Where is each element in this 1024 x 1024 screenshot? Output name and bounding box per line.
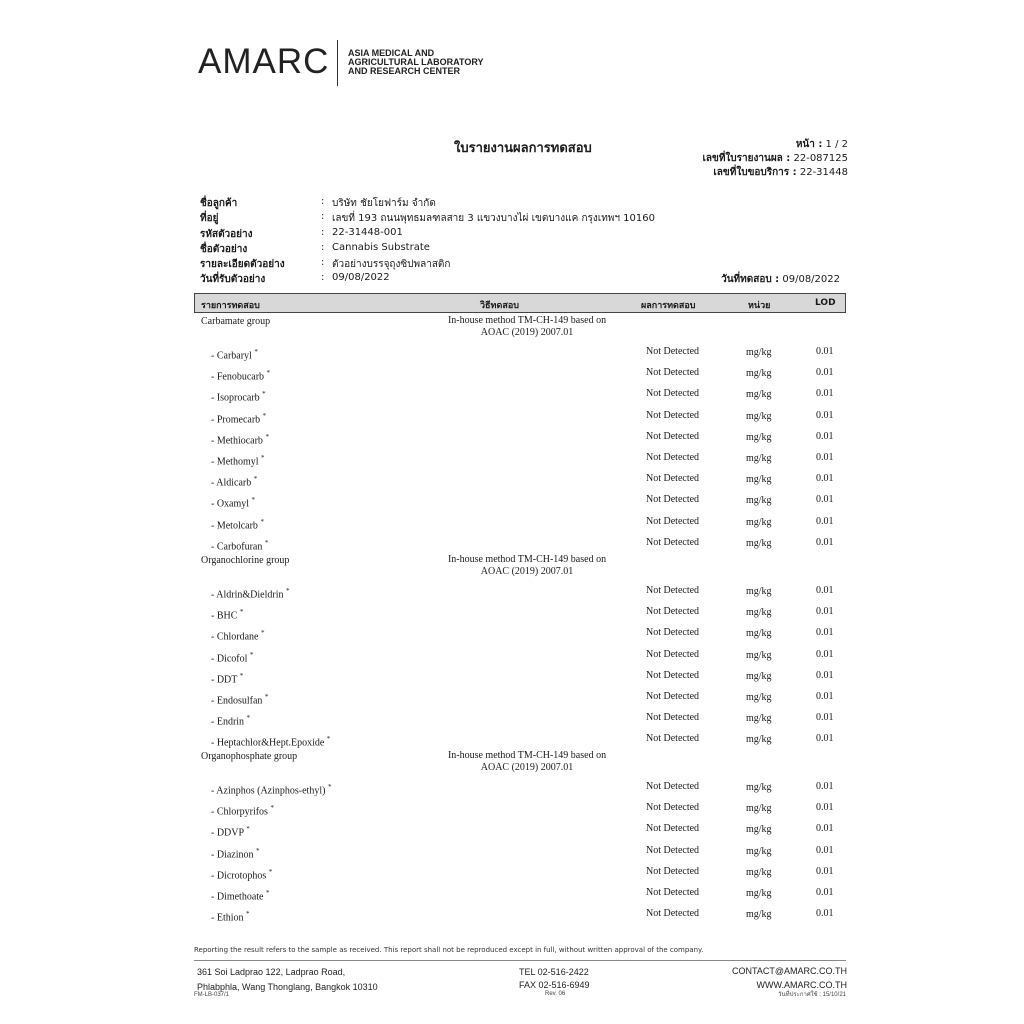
test-unit: mg/kg bbox=[746, 538, 772, 549]
header-test-item: รายการทดสอบ bbox=[201, 301, 260, 311]
test-result: Not Detected bbox=[646, 431, 700, 442]
header-unit: หน่วย bbox=[748, 301, 771, 311]
test-item-label: - Chlordane bbox=[211, 631, 259, 643]
sample-name-label: ชื่อตัวอย่าง bbox=[200, 244, 248, 255]
test-result: Not Detected bbox=[646, 494, 700, 505]
group-name: Carbamate group bbox=[201, 316, 271, 327]
address-value: เลขที่ 193 ถนนพุทธมลฑลสาย 3 แขวงบางไผ่ เขตบางแค กรุงเทพฯ 10160 bbox=[332, 213, 655, 224]
test-item-name bbox=[211, 369, 270, 382]
test-item-label: - Diazinon bbox=[211, 849, 254, 861]
test-unit: mg/kg bbox=[746, 474, 772, 485]
group-name: Organophosphate group bbox=[201, 751, 298, 762]
sample-name-value: Cannabis Substrate bbox=[332, 242, 430, 253]
page-number bbox=[796, 137, 848, 152]
test-item-label: - Aldicarb bbox=[211, 477, 252, 489]
test-result: Not Detected bbox=[646, 388, 700, 399]
test-item-label: - Carbofuran bbox=[211, 541, 263, 553]
test-result: Not Detected bbox=[646, 802, 700, 813]
test-result: Not Detected bbox=[646, 823, 700, 834]
group-name: Organochlorine group bbox=[201, 555, 290, 566]
test-unit: mg/kg bbox=[746, 692, 772, 703]
accreditation-star: * bbox=[264, 539, 269, 547]
test-item-label: - Chlorpyrifos bbox=[211, 806, 268, 818]
accreditation-star: * bbox=[268, 868, 273, 876]
test-item-label: - Azinphos (Azinphos-ethyl) bbox=[211, 785, 326, 797]
accreditation-star: * bbox=[326, 735, 331, 743]
test-lod: 0.01 bbox=[816, 908, 834, 919]
sample-detail-value: ตัวอย่างบรรจุถุงซิปพลาสติก bbox=[332, 259, 451, 270]
test-item-name bbox=[211, 348, 258, 361]
address-label: ที่อยู่ bbox=[200, 213, 219, 224]
test-lod: 0.01 bbox=[816, 431, 834, 442]
report-title: ใบรายงานผลการทดสอบ bbox=[454, 141, 592, 156]
header-lod: LOD bbox=[815, 298, 836, 308]
test-unit: mg/kg bbox=[746, 517, 772, 528]
contact-email: CONTACT@AMARC.CO.TH bbox=[732, 966, 847, 976]
disclaimer-note: Reporting the result refers to the sample as received. This report shall not be reproduced except in full, without written approval of the company. bbox=[194, 946, 704, 954]
test-lod: 0.01 bbox=[816, 473, 834, 484]
accreditation-star: * bbox=[251, 496, 256, 504]
form-code: FM-LB-037/1 bbox=[194, 992, 230, 998]
test-unit: mg/kg bbox=[746, 782, 772, 793]
test-lod: 0.01 bbox=[816, 346, 834, 357]
colon: : bbox=[321, 242, 325, 253]
test-result: Not Detected bbox=[646, 537, 700, 548]
test-lod: 0.01 bbox=[816, 733, 834, 744]
test-item-name bbox=[211, 825, 250, 838]
report-number bbox=[702, 151, 848, 166]
test-item-label: - Dicofol bbox=[211, 653, 248, 665]
test-result: Not Detected bbox=[646, 452, 700, 463]
test-result: Not Detected bbox=[646, 712, 700, 723]
test-lod: 0.01 bbox=[816, 712, 834, 723]
header-result: ผลการทดสอบ bbox=[641, 301, 696, 311]
test-lod: 0.01 bbox=[816, 691, 834, 702]
test-unit: mg/kg bbox=[746, 389, 772, 400]
service-number bbox=[713, 165, 848, 180]
test-item-name bbox=[211, 910, 250, 923]
test-item-name bbox=[211, 433, 269, 446]
report-number-value: 22-087125 bbox=[793, 153, 848, 164]
fax: FAX 02-516-6949 bbox=[519, 980, 590, 990]
test-lod: 0.01 bbox=[816, 388, 834, 399]
test-lod: 0.01 bbox=[816, 452, 834, 463]
test-lod: 0.01 bbox=[816, 516, 834, 527]
sample-code-value: 22-31448-001 bbox=[332, 227, 403, 238]
test-item-name bbox=[211, 629, 265, 642]
test-item-name bbox=[211, 390, 266, 403]
accreditation-star: * bbox=[262, 412, 267, 420]
test-item-label: - DDVP bbox=[211, 827, 244, 839]
test-result: Not Detected bbox=[646, 691, 700, 702]
address-line-2: Phlabphla, Wang Thonglang, Bangkok 10310 bbox=[197, 982, 378, 992]
test-item-label: - Oxamyl bbox=[211, 498, 250, 510]
test-lod: 0.01 bbox=[816, 627, 834, 638]
accreditation-star: * bbox=[262, 390, 266, 398]
header-method: วิธีทดสอบ bbox=[480, 301, 519, 311]
test-unit: mg/kg bbox=[746, 867, 772, 878]
colon: : bbox=[321, 272, 325, 283]
test-result: Not Detected bbox=[646, 908, 700, 919]
accreditation-star: * bbox=[327, 783, 332, 791]
test-item-name bbox=[211, 454, 265, 467]
test-item-label: - Dimethoate bbox=[211, 891, 264, 903]
test-item-label: - Aldrin&Dieldrin bbox=[211, 589, 284, 601]
test-item-name bbox=[211, 539, 268, 552]
test-item-name bbox=[211, 608, 243, 621]
method-line-1: In-house method TM-CH-149 based on bbox=[447, 750, 607, 761]
accreditation-star: * bbox=[246, 825, 250, 833]
test-item-name bbox=[211, 714, 250, 727]
website: WWW.AMARC.CO.TH bbox=[756, 980, 847, 990]
accreditation-star: * bbox=[261, 454, 265, 462]
colon: : bbox=[321, 196, 325, 207]
test-lod: 0.01 bbox=[816, 410, 834, 421]
method-line-2: AOAC (2019) 2007.01 bbox=[480, 762, 574, 773]
tagline-line-3: AND RESEARCH CENTER bbox=[348, 66, 461, 76]
test-item-label: - Metolcarb bbox=[211, 520, 258, 532]
test-lod: 0.01 bbox=[816, 606, 834, 617]
customer-name-label: ชื่อลูกค้า bbox=[200, 198, 238, 209]
test-date-value: 09/08/2022 bbox=[782, 274, 840, 285]
test-result: Not Detected bbox=[646, 585, 700, 596]
accreditation-star: * bbox=[253, 475, 258, 483]
colon: : bbox=[321, 211, 325, 222]
test-item-label: - Fenobucarb bbox=[211, 371, 265, 383]
sample-detail-label: รายละเอียดตัวอย่าง bbox=[200, 259, 285, 270]
group-method bbox=[407, 554, 647, 578]
test-unit: mg/kg bbox=[746, 650, 772, 661]
accreditation-star: * bbox=[261, 629, 265, 637]
effective-date: วันที่ประกาศใช้ : 15/10/21 bbox=[778, 992, 846, 998]
accreditation-star: * bbox=[264, 693, 269, 701]
test-unit: mg/kg bbox=[746, 671, 772, 682]
test-unit: mg/kg bbox=[746, 628, 772, 639]
group-method bbox=[407, 750, 647, 774]
received-date-value: 09/08/2022 bbox=[332, 272, 390, 283]
test-result: Not Detected bbox=[646, 781, 700, 792]
test-unit: mg/kg bbox=[746, 888, 772, 899]
test-result: Not Detected bbox=[646, 887, 700, 898]
test-result: Not Detected bbox=[646, 516, 700, 527]
received-date-label: วันที่รับตัวอย่าง bbox=[200, 274, 266, 285]
accreditation-star: * bbox=[265, 889, 270, 897]
test-lod: 0.01 bbox=[816, 802, 834, 813]
test-item-name bbox=[211, 693, 268, 706]
test-item-label: - Heptachlor&Hept.Epoxide bbox=[211, 737, 325, 749]
test-item-name bbox=[211, 412, 266, 425]
test-result: Not Detected bbox=[646, 866, 700, 877]
tagline-line-2: AGRICULTURAL LABORATORY bbox=[348, 57, 484, 67]
address-line-1: 361 Soi Ladprao 122, Ladprao Road, bbox=[197, 967, 346, 977]
test-lod: 0.01 bbox=[816, 585, 834, 596]
accreditation-star: * bbox=[239, 608, 244, 616]
accreditation-star: * bbox=[246, 714, 251, 722]
test-unit: mg/kg bbox=[746, 607, 772, 618]
test-item-name bbox=[211, 587, 290, 600]
test-unit: mg/kg bbox=[746, 411, 772, 422]
test-result: Not Detected bbox=[646, 845, 700, 856]
accreditation-star: * bbox=[239, 672, 244, 680]
test-item-name bbox=[211, 672, 243, 685]
test-unit: mg/kg bbox=[746, 713, 772, 724]
accreditation-star: * bbox=[249, 651, 254, 659]
test-result: Not Detected bbox=[646, 367, 700, 378]
test-lod: 0.01 bbox=[816, 670, 834, 681]
test-item-name bbox=[211, 496, 255, 509]
test-unit: mg/kg bbox=[746, 368, 772, 379]
test-unit: mg/kg bbox=[746, 803, 772, 814]
accreditation-star: * bbox=[260, 518, 264, 526]
test-result: Not Detected bbox=[646, 346, 700, 357]
test-unit: mg/kg bbox=[746, 432, 772, 443]
test-unit: mg/kg bbox=[746, 846, 772, 857]
method-line-2: AOAC (2019) 2007.01 bbox=[480, 566, 574, 577]
test-result: Not Detected bbox=[646, 627, 700, 638]
colon: : bbox=[321, 227, 325, 238]
test-lod: 0.01 bbox=[816, 537, 834, 548]
service-number-label: เลขที่ใบขอบริการ : bbox=[713, 167, 797, 178]
test-item-name bbox=[211, 518, 264, 531]
test-item-label: - Promecarb bbox=[211, 414, 261, 426]
test-item-name bbox=[211, 783, 331, 796]
test-item-name bbox=[211, 868, 272, 881]
test-item-name bbox=[211, 735, 330, 748]
test-unit: mg/kg bbox=[746, 495, 772, 506]
page-label: หน้า : bbox=[795, 139, 823, 150]
test-lod: 0.01 bbox=[816, 845, 834, 856]
accreditation-star: * bbox=[265, 433, 269, 441]
customer-name-value: บริษัท ชัยโยฟาร์ม จำกัด bbox=[332, 198, 436, 209]
group-method bbox=[407, 315, 647, 339]
service-number-value: 22-31448 bbox=[799, 167, 848, 178]
test-date-label: วันที่ทดสอบ : bbox=[721, 274, 780, 285]
accreditation-star: * bbox=[270, 804, 274, 812]
test-item-label: - DDT bbox=[211, 674, 238, 686]
company-logo: AMARC bbox=[198, 42, 330, 81]
test-lod: 0.01 bbox=[816, 781, 834, 792]
test-item-label: - Isoprocarb bbox=[211, 392, 260, 404]
test-unit: mg/kg bbox=[746, 347, 772, 358]
test-date bbox=[721, 272, 840, 287]
test-lod: 0.01 bbox=[816, 887, 834, 898]
telephone: TEL 02-516-2422 bbox=[519, 967, 589, 977]
method-line-1: In-house method TM-CH-149 based on bbox=[447, 554, 607, 565]
test-unit: mg/kg bbox=[746, 453, 772, 464]
test-unit: mg/kg bbox=[746, 734, 772, 745]
report-number-label: เลขที่ใบรายงานผล : bbox=[702, 153, 791, 164]
test-unit: mg/kg bbox=[746, 824, 772, 835]
test-result: Not Detected bbox=[646, 473, 700, 484]
test-lod: 0.01 bbox=[816, 494, 834, 505]
company-tagline bbox=[348, 49, 484, 76]
revision: Rev. 06 bbox=[545, 991, 566, 997]
test-lod: 0.01 bbox=[816, 367, 834, 378]
method-line-2: AOAC (2019) 2007.01 bbox=[480, 327, 574, 338]
tagline-line-1: ASIA MEDICAL AND bbox=[348, 48, 435, 58]
test-result: Not Detected bbox=[646, 606, 700, 617]
test-item-label: - BHC bbox=[211, 610, 238, 622]
test-item-label: - Methiocarb bbox=[211, 435, 263, 447]
test-item-name bbox=[211, 804, 274, 817]
footer-divider bbox=[194, 960, 846, 961]
accreditation-star: * bbox=[254, 348, 258, 356]
test-item-label: - Endrin bbox=[211, 716, 245, 728]
test-unit: mg/kg bbox=[746, 909, 772, 920]
test-result: Not Detected bbox=[646, 670, 700, 681]
test-item-name bbox=[211, 889, 269, 902]
page-value: 1 / 2 bbox=[825, 139, 848, 150]
test-item-name bbox=[211, 651, 253, 664]
accreditation-star: * bbox=[246, 910, 250, 918]
test-lod: 0.01 bbox=[816, 823, 834, 834]
test-item-label: - Methomyl bbox=[211, 456, 259, 468]
test-item-label: - Dicrotophos bbox=[211, 870, 267, 882]
test-item-name bbox=[211, 475, 257, 488]
test-result: Not Detected bbox=[646, 410, 700, 421]
test-item-name bbox=[211, 847, 260, 860]
test-item-label: - Carbaryl bbox=[211, 350, 252, 362]
test-item-label: - Endosulfan bbox=[211, 695, 263, 707]
test-result: Not Detected bbox=[646, 733, 700, 744]
accreditation-star: * bbox=[266, 369, 271, 377]
method-line-1: In-house method TM-CH-149 based on bbox=[447, 315, 607, 326]
test-item-label: - Ethion bbox=[211, 912, 244, 924]
logo-divider bbox=[337, 40, 338, 86]
colon: : bbox=[321, 257, 325, 268]
test-lod: 0.01 bbox=[816, 649, 834, 660]
sample-code-label: รหัสตัวอย่าง bbox=[200, 229, 253, 240]
test-lod: 0.01 bbox=[816, 866, 834, 877]
accreditation-star: * bbox=[256, 847, 260, 855]
test-result: Not Detected bbox=[646, 649, 700, 660]
test-unit: mg/kg bbox=[746, 586, 772, 597]
accreditation-star: * bbox=[286, 587, 290, 595]
